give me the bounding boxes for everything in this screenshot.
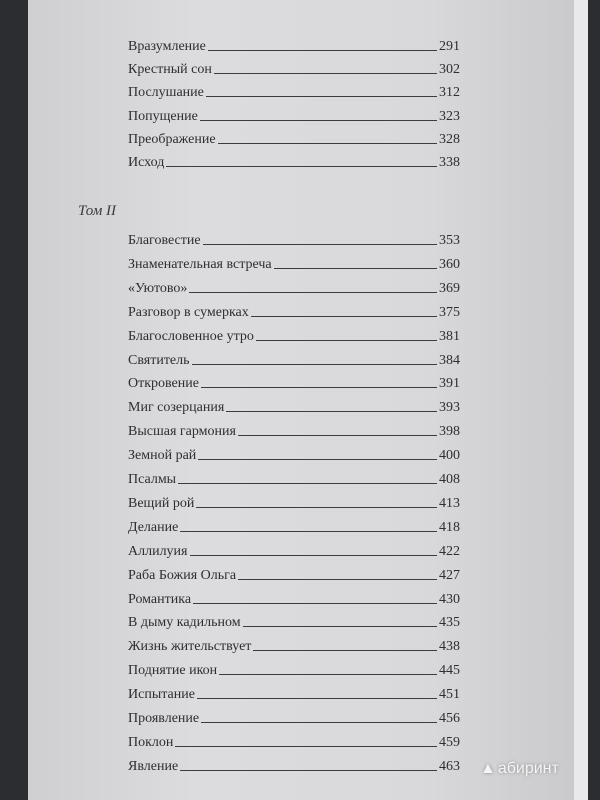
labirint-logo-icon: ▲ (480, 760, 496, 777)
toc-leader-line (201, 722, 437, 723)
toc-entry (128, 372, 460, 392)
toc-entry (128, 301, 460, 321)
toc-entry-title: Псалмы (128, 472, 177, 487)
toc-leader-line (226, 411, 437, 412)
toc-entry-title: Попущение (128, 108, 198, 124)
toc-leader-line (218, 143, 437, 144)
toc-entry-page: 456 (439, 711, 460, 726)
toc-entry (128, 707, 460, 727)
volume-heading: Том II (78, 203, 117, 219)
toc-entry (128, 444, 460, 464)
toc-entry (128, 396, 460, 416)
toc-entry-page: 323 (439, 108, 460, 124)
toc-entry-page: 427 (439, 567, 460, 583)
toc-entry-title: Высшая гармония (128, 424, 236, 440)
toc-entry-page: 422 (439, 543, 460, 559)
toc-entry (128, 492, 460, 512)
toc-entry-title: Романтика (128, 591, 192, 607)
toc-leader-line (201, 387, 437, 388)
toc-leader-line (193, 603, 437, 604)
toc-entry-page: 360 (439, 256, 460, 272)
toc-entry (128, 81, 460, 101)
toc-entry (128, 349, 460, 369)
toc-entry-page: 445 (439, 663, 460, 679)
toc-leader-line (192, 364, 437, 365)
toc-entry (128, 325, 460, 345)
toc-entry-page: 381 (439, 328, 460, 344)
toc-entry-page: 418 (439, 519, 460, 535)
toc-entry-page: 400 (439, 448, 460, 464)
toc-entry-page: 312 (439, 85, 460, 101)
toc-leader-line (203, 244, 437, 245)
toc-leader-line (208, 50, 437, 51)
toc-entry-title: Делание (128, 519, 179, 535)
toc-entry-page: 391 (439, 376, 460, 392)
toc-entry-page: 291 (439, 39, 460, 54)
toc-entry-page: 430 (439, 591, 460, 607)
toc-entry-page: 459 (439, 734, 460, 750)
toc-entry-title: «Уютово» (128, 280, 188, 296)
toc-entry-page: 338 (439, 155, 460, 170)
toc-entry (128, 151, 460, 171)
toc-entry (128, 659, 460, 679)
toc-leader-line (178, 483, 437, 484)
toc-entry-page: 413 (439, 495, 460, 511)
toc-leader-line (189, 292, 437, 293)
toc-entry-page: 438 (439, 639, 460, 655)
toc-entry-page: 463 (439, 758, 460, 774)
toc-leader-line (243, 626, 437, 627)
toc-entry-page: 328 (439, 131, 460, 147)
toc-entry (128, 564, 460, 584)
toc-leader-line (197, 698, 437, 699)
toc-entry (128, 540, 460, 560)
toc-entry-title: Проявление (128, 711, 200, 726)
page-edge (574, 0, 588, 800)
toc-leader-line (198, 459, 437, 460)
watermark-text: абиринт (497, 760, 559, 777)
toc-entry-title: Послушание (128, 85, 204, 101)
toc-entry-title: Вещий рой (128, 495, 195, 511)
toc-entry (128, 35, 460, 55)
toc-entry-page: 451 (439, 687, 460, 703)
toc-entry (128, 611, 460, 631)
toc-entry-title: Святитель (128, 352, 190, 368)
toc-entry (128, 229, 460, 249)
toc-entry-title: Откровение (128, 376, 199, 392)
toc-entry-title: Знаменательная встреча (128, 256, 272, 272)
toc-entry (128, 105, 460, 125)
toc-entry (128, 58, 460, 78)
toc-leader-line (175, 746, 437, 747)
toc-entry-title: Раба Божия Ольга (128, 567, 237, 583)
toc-leader-line (251, 316, 437, 317)
toc-entry-title: Исход (128, 155, 165, 170)
toc-entry-title: Аллилуия (128, 543, 188, 559)
toc-entry (128, 516, 460, 536)
toc-entry (128, 253, 460, 273)
toc-leader-line (180, 770, 437, 771)
toc-leader-line (180, 531, 437, 532)
toc-entry-title: Поклон (128, 734, 174, 750)
toc-entry-title: Миг созерцания (128, 400, 225, 416)
toc-entry-title: Благовестие (128, 233, 201, 248)
toc-entry-title: Поднятие икон (128, 663, 218, 679)
watermark (480, 760, 559, 778)
toc-entry-title: В дыму кадильном (128, 615, 241, 631)
toc-entry (128, 128, 460, 148)
toc-leader-line (253, 650, 437, 651)
toc-entry-title: Разговор в сумерках (128, 304, 249, 320)
toc-entry-page: 353 (439, 233, 460, 248)
toc-entry-page: 302 (439, 62, 460, 78)
toc-entry-title: Жизнь жительствует (128, 639, 252, 655)
toc-entry (128, 468, 460, 488)
toc-leader-line (190, 555, 438, 556)
toc-entry-page: 375 (439, 304, 460, 320)
toc-entry (128, 277, 460, 297)
toc-entry-title: Явление (128, 758, 179, 774)
toc-leader-line (274, 268, 437, 269)
toc-entry-page: 408 (439, 472, 460, 487)
toc-leader-line (214, 73, 437, 74)
toc-entry-title: Испытание (128, 687, 195, 703)
toc-entry (128, 755, 460, 775)
toc-leader-line (196, 507, 437, 508)
toc-entry-page: 435 (439, 615, 460, 631)
toc-entry (128, 731, 460, 751)
toc-entry-page: 369 (439, 280, 460, 296)
toc-entry-title: Преображение (128, 131, 216, 147)
toc-leader-line (206, 96, 437, 97)
toc-leader-line (256, 340, 437, 341)
toc-entry-title: Крестный сон (128, 62, 212, 78)
toc-entry-title: Благословенное утро (128, 328, 254, 344)
toc-entry-page: 384 (439, 352, 460, 368)
toc-entry-title: Вразумление (128, 39, 206, 54)
toc-entry-page: 393 (439, 400, 460, 416)
toc-entry-title: Земной рай (128, 448, 197, 464)
toc-leader-line (238, 435, 437, 436)
toc-entry (128, 588, 460, 608)
toc-leader-line (200, 120, 437, 121)
toc-leader-line (219, 674, 437, 675)
toc-entry-page: 398 (439, 424, 460, 440)
toc-entry (128, 635, 460, 655)
toc-leader-line (166, 166, 437, 167)
toc-entry (128, 683, 460, 703)
toc-leader-line (238, 579, 437, 580)
toc-entry (128, 420, 460, 440)
